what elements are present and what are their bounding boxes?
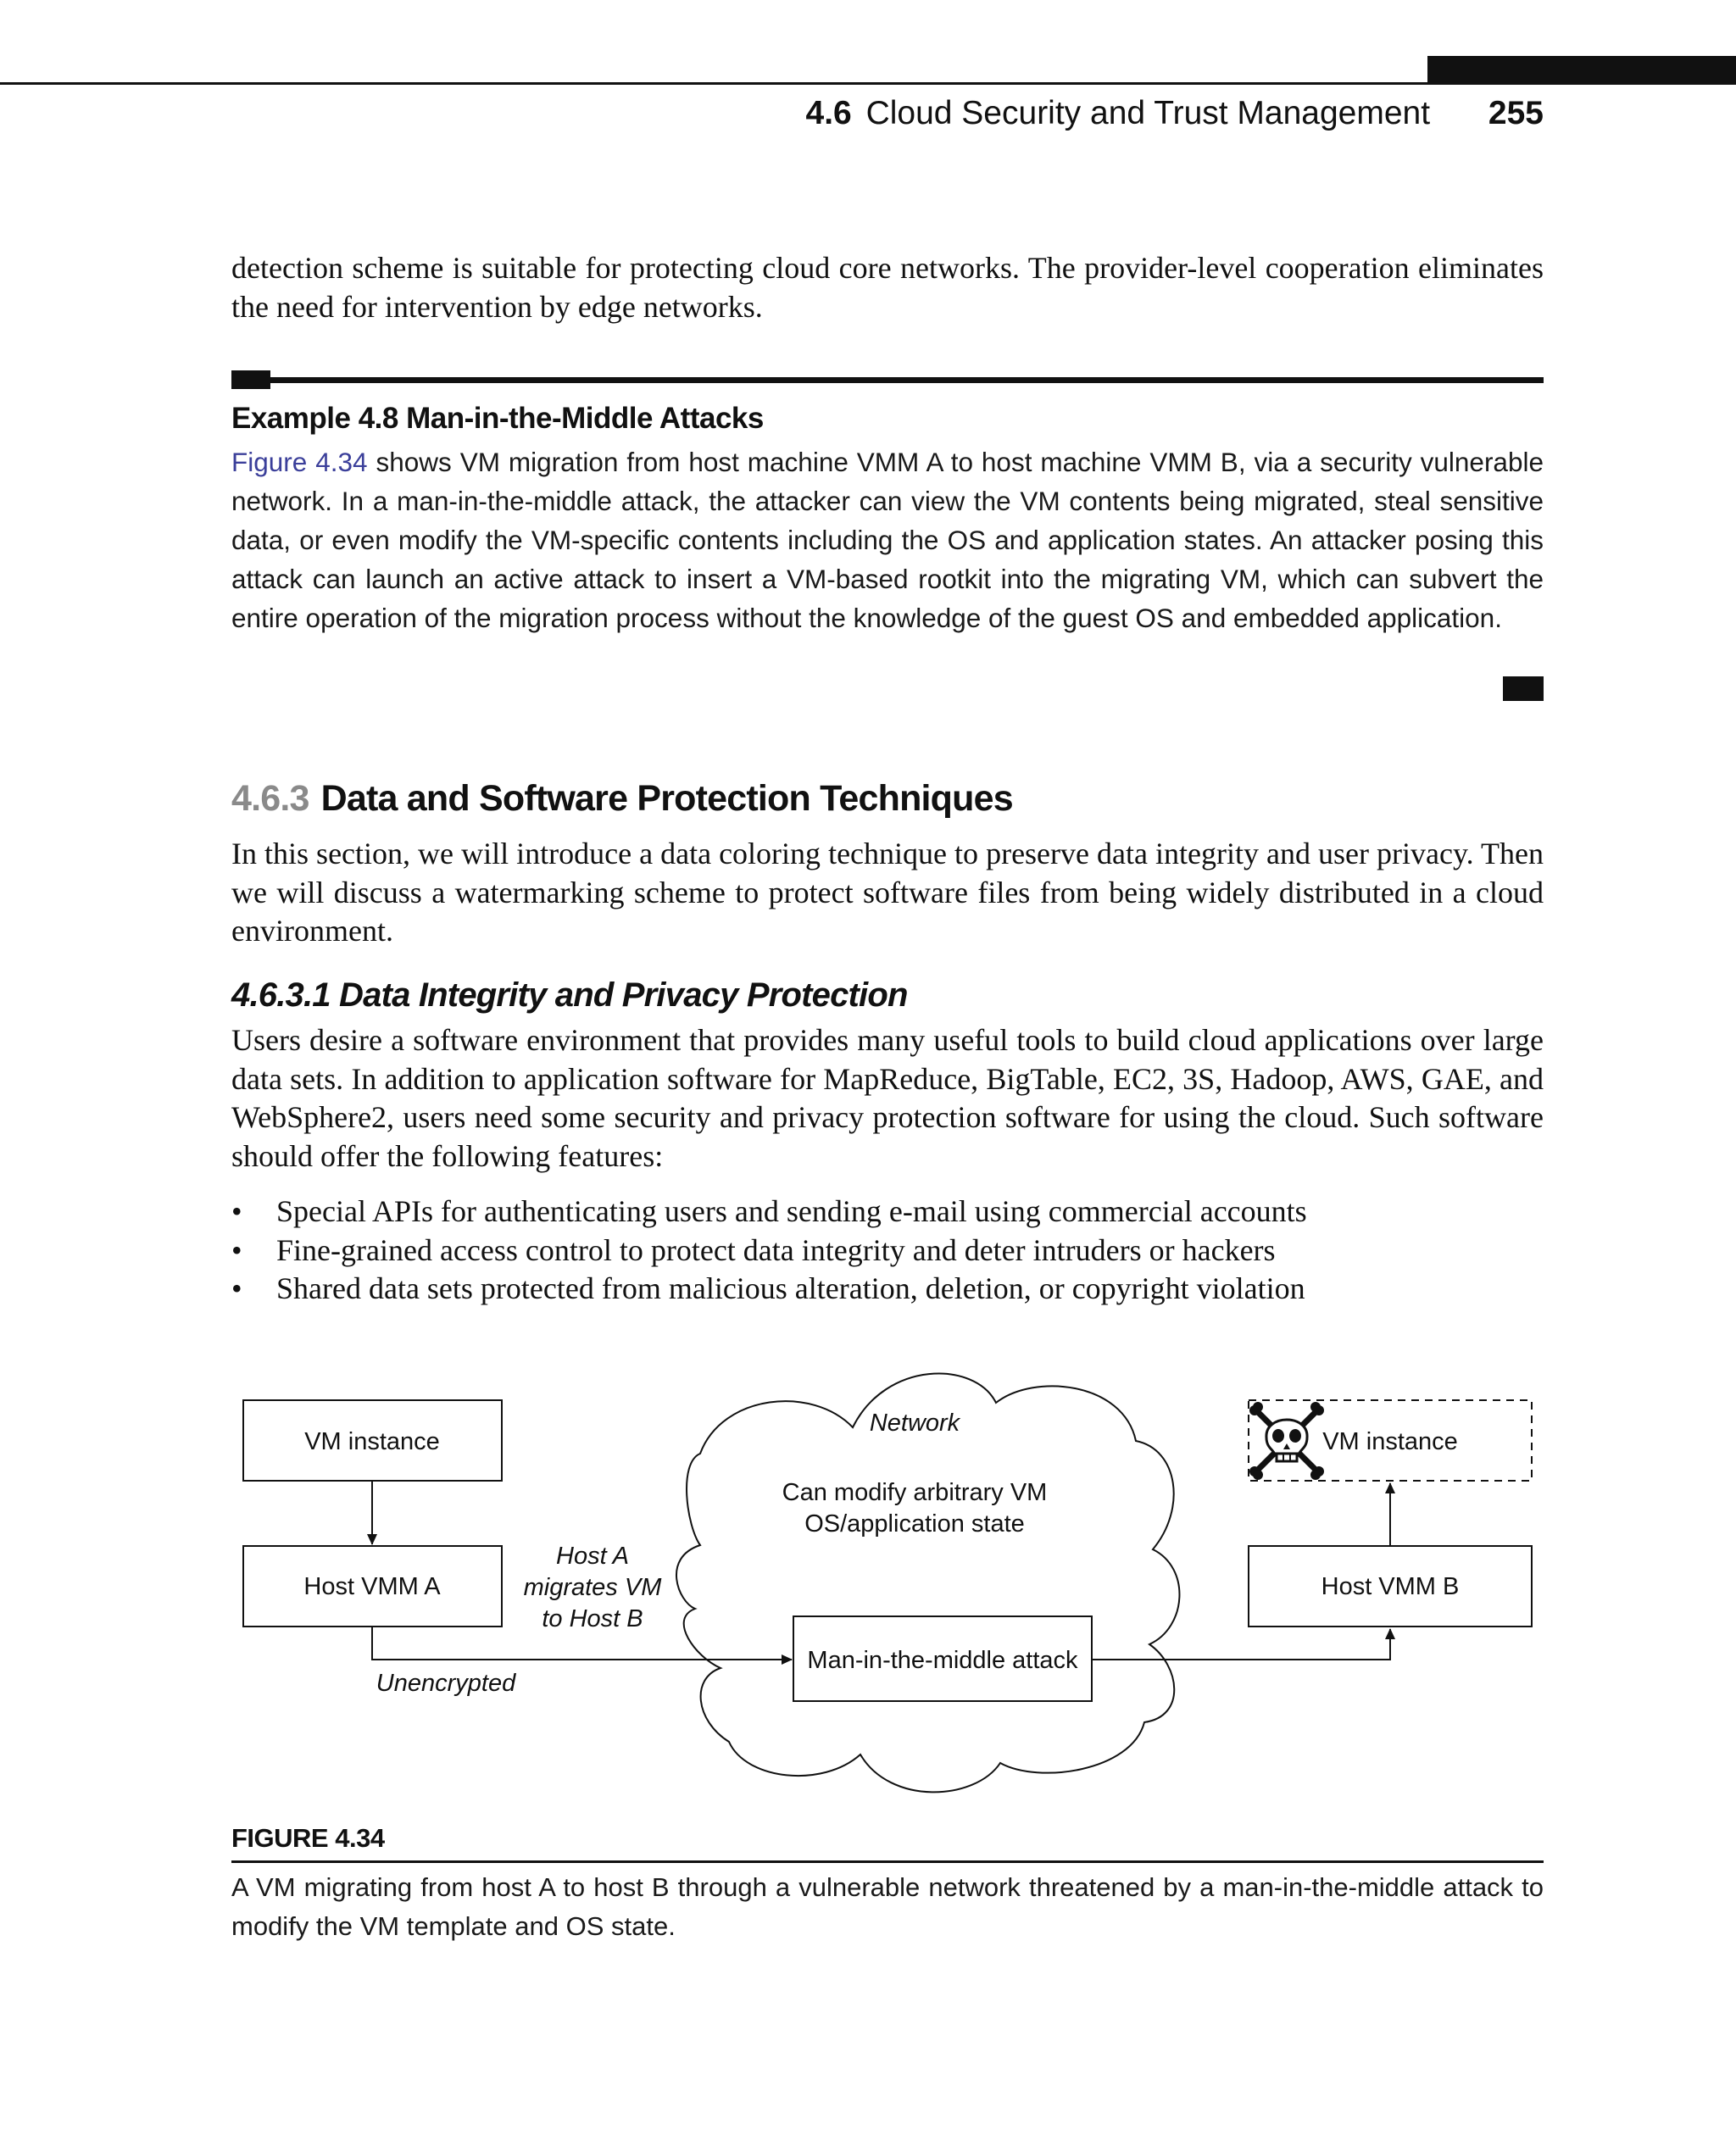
- section-paragraph-block: [231, 835, 1544, 951]
- migrate-label-line-3: to Host B: [542, 1605, 643, 1632]
- section-heading: [231, 778, 1013, 820]
- header-tab: [1427, 56, 1736, 84]
- figure-label: FIGURE 4.34: [231, 1823, 385, 1853]
- subsection-paragraph-block: [231, 1021, 1544, 1176]
- figure-4-34: [0, 1356, 1736, 1814]
- running-head: [806, 95, 1544, 132]
- intro-paragraph-block: [231, 249, 1544, 326]
- header-rule: [0, 82, 1736, 85]
- vm-instance-a-label: VM instance: [304, 1428, 440, 1455]
- running-head-section-number: 4.6: [805, 95, 852, 131]
- host-vmm-a-label: Host VMM A: [303, 1573, 441, 1600]
- list-item: • Special APIs for authenticating users and sending e-mail using commercial accounts: [231, 1193, 1544, 1232]
- host-vmm-b-label: Host VMM B: [1321, 1573, 1460, 1600]
- figure-caption: A VM migrating from host A to host B through a vulnerable network threatened by a man-in-the-middle attack to modify the VM template and OS state.: [231, 1872, 1544, 1941]
- example-body-text: shows VM migration from host machine VMM A to host machine VMM B, via a security vulnerable network. In a man-in-the-middle attack, the attacker can view the VM contents being migrated, steal sensitive data, or even modify the VM-specific contents including the OS and application states. An attacker posing this attack can launch an active attack to insert a VM-based rootkit into the migrating VM, which can subvert the entire operation of the migration process without the knowledge of the guest OS and embedded application.: [231, 447, 1544, 633]
- list-item: • Shared data sets protected from malicious alteration, deletion, or copyright violation: [231, 1270, 1544, 1309]
- migrate-label-line-2: migrates VM: [523, 1574, 662, 1601]
- section-paragraph: In this section, we will introduce a data coloring technique to preserve data integrity and user privacy. Then we will discuss a watermarking scheme to protect software files from being widely distributed in a cloud environment.: [231, 837, 1544, 948]
- network-label: Network: [869, 1410, 960, 1437]
- example-end-marker: [1503, 676, 1544, 701]
- mitm-label: Man-in-the-middle attack: [807, 1647, 1078, 1674]
- example-rule-tab: [231, 370, 270, 389]
- unencrypted-label: Unencrypted: [376, 1670, 516, 1697]
- feature-list: [231, 1193, 1544, 1309]
- network-note-line-2: OS/application state: [804, 1510, 1025, 1538]
- figure-caption-rule: [231, 1860, 1544, 1863]
- network-note-line-1: Can modify arbitrary VM: [782, 1479, 1048, 1506]
- migrate-label-line-1: Host A: [556, 1543, 629, 1570]
- mitm-to-host-b-arrow: [1092, 1629, 1390, 1660]
- subsection-heading: 4.6.3.1 Data Integrity and Privacy Protection: [231, 976, 908, 1014]
- page-number: 255: [1488, 95, 1544, 131]
- subsection-paragraph: Users desire a software environment that provides many useful tools to build cloud applications over large data sets. In addition to application software for MapReduce, BigTable, EC2, 3S, Hadoop, AWS, GAE, and WebSphere2, users need some security and privacy protection software for using the cloud. Such software should offer the following features:: [231, 1023, 1544, 1173]
- example-body: [231, 442, 1544, 637]
- section-title: Data and Software Protection Techniques: [320, 778, 1013, 819]
- intro-paragraph: detection scheme is suitable for protecting cloud core networks. The provider-level cooperation eliminates the need for intervention by edge networks.: [231, 251, 1544, 324]
- running-head-title: Cloud Security and Trust Management: [865, 95, 1431, 131]
- vm-instance-b-label: VM instance: [1322, 1428, 1458, 1455]
- example-title: Example 4.8 Man-in-the-Middle Attacks: [231, 402, 764, 435]
- figure-reference-link[interactable]: Figure 4.34: [231, 447, 368, 477]
- migration-diagram: [0, 1356, 1736, 1814]
- list-item: • Fine-grained access control to protect data integrity and deter intruders or hackers: [231, 1232, 1544, 1271]
- example-rule: [231, 377, 1544, 383]
- section-number: 4.6.3: [231, 778, 309, 819]
